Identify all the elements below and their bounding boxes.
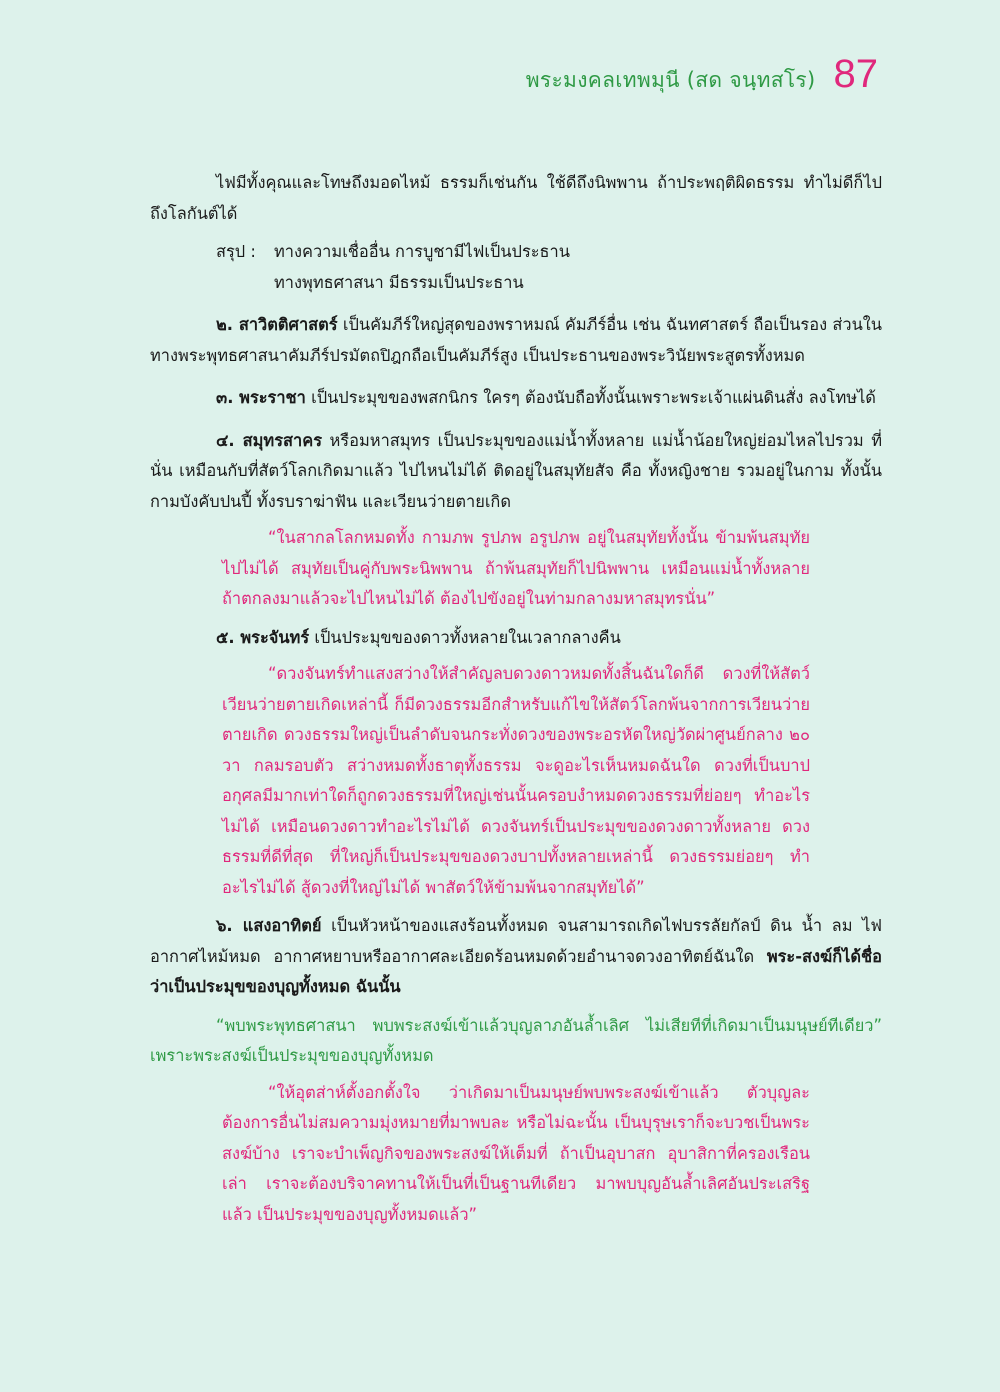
item-4-paragraph: [150, 426, 882, 518]
page-header: [526, 52, 878, 97]
intro-paragraph: ไฟมีทั้งคุณและโทษถึงมอดไหม้ ธรรมก็เช่นกัน ใช้ดีถึงนิพพาน ถ้าประพฤติผิดธรรม ทำไม่ดีก็ไปถึงโลกันต์ได้: [150, 173, 882, 223]
item-3-text: เป็นประมุขของพสกนิกร ใครๆ ต้องนับถือทั้งนั้นเพราะพระเจ้าแผ่นดินสั่ง ลงโทษได้: [305, 388, 876, 407]
ocean-quote: “ในสากลโลกหมดทั้ง กามภพ รูปภพ อรูปภพ อยู่ในสมุทัยทั้งนั้น ข้ามพ้นสมุทัยไปไม่ได้ สมุทัยเป็นคู่กับพระนิพพาน ถ้าพ้นสมุทัยก็ไปนิพพาน เหมือนแม่น้ำทั้งหลาย ถ้าตกลงมาแล้วจะไปไหนไม่ได้ ต้องไปขังอยู่ในท่ามกลางมหาสมุทรนั่น”: [222, 528, 810, 608]
item-5-text: เป็นประมุขของดาวทั้งหลายในเวลากลางคืน: [309, 627, 621, 647]
summary-label: สรุป :: [216, 242, 256, 261]
item-3-paragraph: [150, 383, 882, 414]
page-number: 87: [833, 52, 878, 96]
item-4-text: หรือมหาสมุทร เป็นประมุขของแม่น้ำทั้งหลาย แม่น้ำน้อยใหญ่ย่อมไหลไปรวม ที่นั่น เหมือนกับที่สัตว์โลกเกิดมาแล้ว ไปไหนไม่ได้ ติดอยู่ในสมุทัยสัจ คือ ทั้งหญิงชาย รวมอยู่ในกาม ทั้งนั้น กามบังคับปนปี้ ทั้งรบราฆ่าฟัน และเวียนว่ายตายเกิด: [150, 430, 882, 511]
item-6-heading: ๖. แสงอาทิตย์: [216, 916, 322, 935]
item-6-paragraph: [150, 911, 882, 1003]
item-5-paragraph: [150, 623, 882, 654]
item-4-heading: ๔. สมุทรสาคร: [216, 430, 323, 450]
closing-quote: “ให้อุตส่าห์ตั้งอกตั้งใจ ว่าเกิดมาเป็นมนุษย์พบพระสงฆ์เข้าแล้ว ตัวบุญละต้องการอื่นไม่สมความมุ่งหมายที่มาพบละ หรือไม่ฉะนั้น เป็นบุรุษเราก็จะบวชเป็นพระสงฆ์บ้าง เราจะบำเพ็ญกิจของพระสงฆ์ให้เต็มที่ ถ้าเป็นอุบาสก อุบาสิกาที่ครองเรือนเล่า เราจะต้องบริจาคทานให้เป็นที่เป็นฐานทีเดียว มาพบบุญอันล้ำเลิศอันประเสริฐแล้ว เป็นประมุขของบุญทั้งหมดแล้ว”: [222, 1082, 810, 1224]
moon-quote: “ดวงจันทร์ทำแสงสว่างให้สำคัญลบดวงดาวหมดทั้งสิ้นฉันใดก็ดี ดวงที่ให้สัตว์เวียนว่ายตายเกิดเหล่านี้ ก็มีดวงธรรมอีกสำหรับแก้ไขให้สัตว์โลกพ้นจากการเวียนว่ายตายเกิด ดวงธรรมใหญ่เป็นลำดับจนกระทั่งดวงของพระอรหัตใหญ่วัดผ่าศูนย์กลาง ๒๐ วา กลมรอบตัว สว่างหมดทั้งธาตุทั้งธรรม จะดูอะไรเห็นหมดฉันใด ดวงที่เป็นบาปอกุศลมีมากเท่าใดก็ถูกดวงธรรมที่ใหญ่เช่นนั้นครอบงำหมดดวงธรรมที่ย่อยๆ ทำอะไรไม่ได้ เหมือนดวงดาวทำอะไรไม่ได้ ดวงจันทร์เป็นประมุขของดวงดาวทั้งหลาย ดวงธรรมที่ดีที่สุด ที่ใหญ่ก็เป็นประมุขของดวงบาปทั้งหลายเหล่านี้ ดวงธรรมย่อยๆ ทำอะไรไม่ได้ สู้ดวงที่ใหญ่ไม่ได้ พาสัตว์ให้ข้ามพ้นจากสมุทัยได้”: [222, 664, 810, 897]
item-6-text: เป็นหัวหน้าของแสงร้อนทั้งหมด จนสามารถเกิดไฟบรรลัยกัลป์ ดิน น้ำ ลม ไฟ อากาศไหม้หมด อากาศหยาบหรืออากาศละเอียดร้อนหมดด้วยอำนาจดวงอาทิตย์ฉันใด: [150, 916, 882, 966]
item-2-heading: ๒. สาวิตติศาสตร์: [216, 315, 338, 334]
summary-block: [216, 237, 882, 298]
running-head: พระมงคลเทพมุนี (สด จนฺทสโร): [525, 68, 816, 92]
item-2-text: เป็นคัมภีร์ใหญ่สุดของพราหมณ์ คัมภีร์อื่น เช่น ฉันทศาสตร์ ถือเป็นรอง ส่วนในทางพระพุทธศาสนาคัมภีร์ปรมัตถปิฎกถือเป็นคัมภีร์สูง เป็นประธานของพระวินัยพระสูตรทั้งหมด: [150, 315, 882, 365]
item-6-conclusion: พระ-สงฆ์ก็ได้ชื่อว่าเป็นประมุขของบุญทั้งหมด ฉันนั้น: [150, 946, 882, 996]
item-5-heading: ๕. พระจันทร์: [216, 627, 310, 647]
item-2-paragraph: [150, 310, 882, 371]
monk-quote: “พบพระพุทธศาสนา พบพระสงฆ์เข้าแล้วบุญลาภอันล้ำเลิศ ไม่เสียทีที่เกิดมาเป็นมนุษย์ทีเดียว” เพราะพระสงฆ์เป็นประมุขของบุญทั้งหมด: [150, 1015, 882, 1065]
page-body: [150, 168, 882, 1230]
summary-line-1: ทางความเชื่ออื่น การบูชามีไฟเป็นประธาน: [274, 242, 570, 261]
summary-line-2: ทางพุทธศาสนา มีธรรมเป็นประธาน: [274, 272, 524, 292]
item-3-heading: ๓. พระราชา: [216, 388, 306, 407]
